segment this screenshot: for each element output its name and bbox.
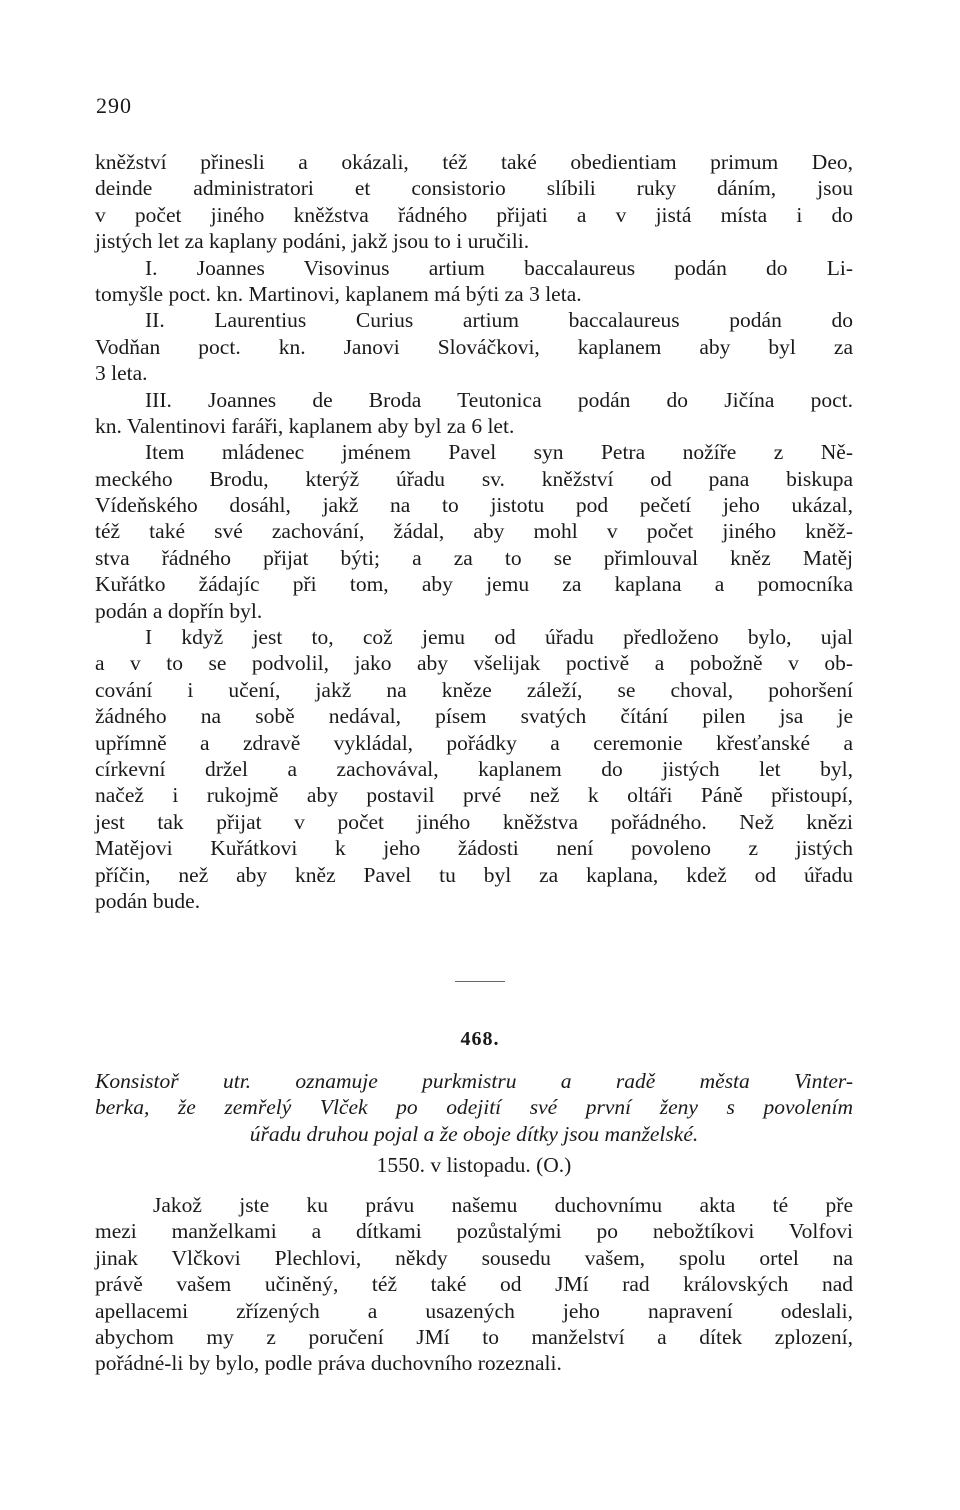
text-line: jinak Vlčkovi Plechlovi, někdy sousedu vašem, spolu ortel na [95, 1245, 853, 1270]
body-text [95, 149, 853, 914]
text-line: III. Joannes de Broda Teutonica podán do Jičína poct. [145, 387, 853, 412]
text-line: Jakož jste ku právu našemu duchovnímu akta té pře [153, 1193, 853, 1217]
text-line: stva řádného přijat býti; a za to se přimlouval kněz Matěj [95, 545, 853, 570]
text-line: I když jest to, což jemu od úřadu předloženo bylo, ujal [145, 625, 853, 650]
text-line: příčin, než aby kněz Pavel tu byl za kaplana, kdež od úřadu [95, 862, 853, 887]
document-number: 468. [460, 1028, 500, 1050]
text-line: apellacemi zřízených a usazených jeho napravení odeslali, [95, 1298, 853, 1323]
heading-line: berka, že zemřelý Vlček po odejití své první ženy s povolením [95, 1095, 853, 1120]
text-line: načež i rukojmě aby postavil prvé než k oltáři Páně přistoupí, [95, 783, 853, 808]
text-line: deinde administratori et consistorio slíbili ruky dáním, jsou [95, 176, 853, 201]
heading-line: úřadu druhou pojal a že oboje dítky jsou manželské. [249, 1121, 699, 1146]
text-line: podán bude. [95, 888, 201, 913]
date-line-wrap [95, 1152, 853, 1178]
text-line: podán a dopřín byl. [95, 598, 263, 623]
text-line: pořádné-li by bylo, podle práva duchovního rozeznali. [95, 1351, 562, 1376]
text-line: 3 leta. [95, 361, 148, 386]
text-line: meckého Brodu, kterýž úřadu sv. kněžství od pana biskupa [95, 466, 853, 491]
text-line: žádného na sobě nedával, písem svatých čítání pilen jsa je [95, 704, 853, 729]
text-line: Matějovi Kuřátkovi k jeho žádosti není povoleno z jistých [95, 836, 853, 861]
text-line: Kuřátko žádajíc při tom, aby jemu za kaplana a pomocníka [95, 572, 853, 597]
text-line: abychom my z poručení JMí to manželství a dítek zplození, [95, 1324, 853, 1349]
text-line: mezi manželkami a dítkami pozůstalými po nebožtíkovi Volfovi [95, 1219, 853, 1244]
text-line: Vídeňského dosáhl, jakž na to jistotu pod pečetí jeho ukázal, [95, 493, 853, 518]
text-line: upřímně a zdravě vykládal, pořádky a ceremonie křesťanské a [95, 730, 853, 755]
text-line: cování i učení, jakž na kněze záleží, se choval, pohoršení [95, 677, 853, 702]
text-line: též také své zachování, žádal, aby mohl v počet jiného kněž- [95, 519, 853, 544]
text-line: kn. Valentinovi faráři, kaplanem aby byl za 6 let. [95, 413, 515, 438]
text-line: a v to se podvolil, jako aby všelijak poctivě a pobožně v ob- [95, 651, 853, 676]
text-line: Vodňan poct. kn. Janovi Slováčkovi, kaplanem aby byl za [95, 334, 853, 359]
page-number: 290 [96, 93, 132, 118]
text-line: právě vašem učiněný, též také od JMí rad královských nad [95, 1272, 853, 1297]
text-line: II. Laurentius Curius artium baccalaureus podán do [145, 308, 853, 333]
document-heading [95, 1068, 853, 1147]
text-line: jistých let za kaplany podáni, jakž jsou to i uručili. [95, 229, 530, 254]
letter-text [95, 1192, 853, 1377]
text-line: jest tak přijat v počet jiného kněžstva pořádného. Než knězi [95, 809, 853, 834]
text-line: tomyšle poct. kn. Martinovi, kaplanem má býti za 3 leta. [95, 281, 582, 306]
text-line: Item mládenec jménem Pavel syn Petra nožíře z Ně- [145, 440, 853, 465]
text-line: I. Joannes Visovinus artium baccalaureus podán do Li- [145, 255, 853, 280]
heading-line: Konsistoř utr. oznamuje purkmistru a radě města Vinter- [95, 1069, 853, 1093]
section-divider [455, 981, 505, 982]
text-line: v počet jiného kněžstva řádného přijati a v jistá místa i do [95, 202, 853, 227]
text-line: církevní držel a zachovával, kaplanem do jistých let byl, [95, 756, 853, 781]
date-line: 1550. v listopadu. (O.) [376, 1153, 572, 1177]
text-line: kněžství přinesli a okázali, též také obedientiam primum Deo, [95, 150, 853, 174]
